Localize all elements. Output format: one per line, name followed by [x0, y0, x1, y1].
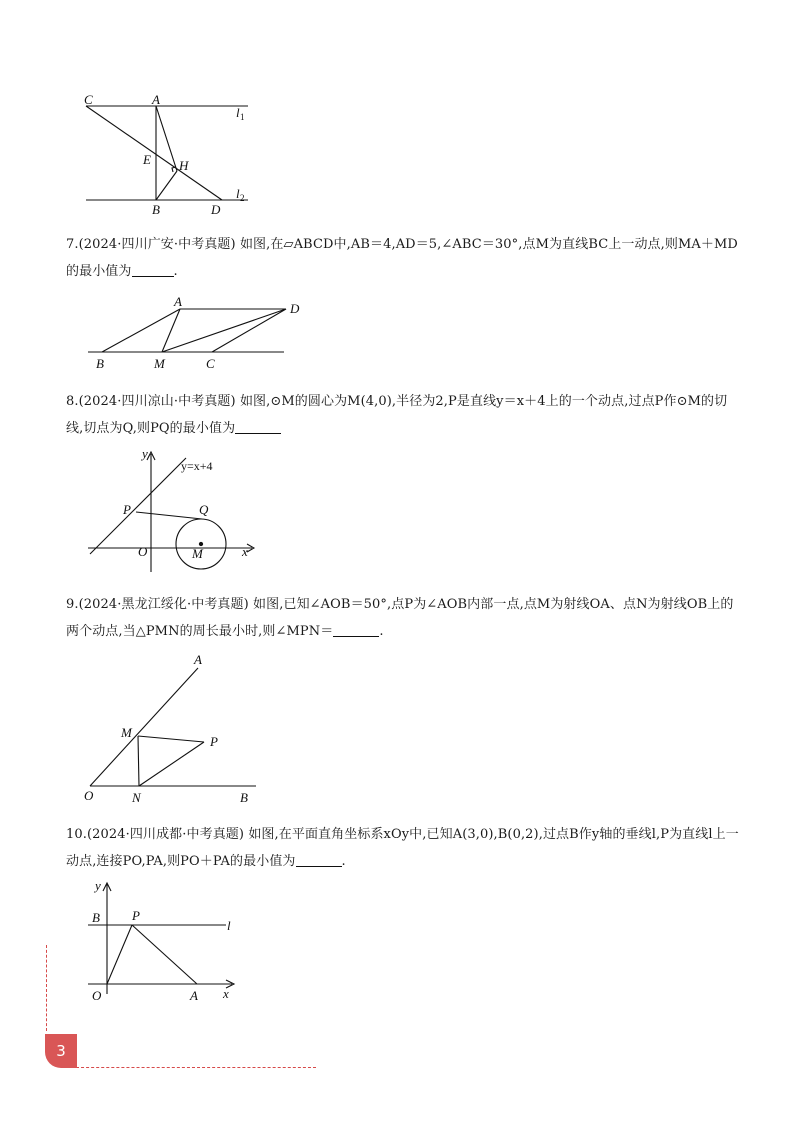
label-l1-sub: 1	[240, 112, 245, 122]
label-A: A	[174, 294, 182, 309]
label-l: l	[227, 918, 231, 933]
question-end: .	[173, 264, 178, 279]
question-text: 如图,在平面直角坐标系xOy中,已知A(3,0),B(0,2),过点B作y轴的垂线l,P为直线l上一动点,连接PO,PA,则PO＋PA的最小值为	[66, 827, 739, 869]
dashed-border-vertical	[46, 945, 47, 1031]
figure-q10	[84, 878, 254, 1006]
label-P: P	[210, 734, 218, 749]
question-source: (2024·黑龙江绥化·中考真题)	[78, 597, 249, 612]
question-8	[66, 388, 742, 442]
figure-q7	[84, 295, 300, 373]
label-l2-sub: 2	[240, 193, 245, 203]
question-number: 9.	[66, 597, 79, 612]
question-10	[66, 821, 742, 875]
question-end: .	[379, 624, 384, 639]
label-P: P	[132, 908, 140, 923]
label-O: O	[84, 788, 94, 803]
figure-q8	[84, 448, 264, 578]
answer-blank	[333, 622, 379, 637]
label-A: A	[194, 652, 202, 667]
question-source: (2024·四川凉山·中考真题)	[78, 394, 236, 409]
label-B: B	[152, 202, 160, 217]
label-M: M	[121, 725, 132, 740]
label-N: N	[132, 790, 141, 805]
question-number: 10.	[66, 827, 87, 842]
label-M: M	[192, 546, 203, 561]
dashed-border-horizontal	[76, 1067, 316, 1068]
question-text: 如图,⊙M的圆心为M(4,0),半径为2,P是直线y＝x＋4上的一个动点,过点P作⊙M的切线,切点为Q,则PQ的最小值为	[66, 394, 728, 436]
axis-y-label: y	[95, 878, 101, 893]
answer-blank	[235, 419, 281, 434]
label-E: E	[143, 152, 151, 167]
line-label: y=x+4	[181, 459, 213, 473]
axis-y-label: y	[142, 446, 148, 461]
page-number-badge: 3	[45, 1034, 77, 1068]
label-A: A	[190, 988, 198, 1003]
answer-blank	[132, 262, 174, 277]
question-source: (2024·四川广安·中考真题)	[78, 237, 236, 252]
label-P: P	[123, 502, 131, 517]
label-l1: l	[236, 105, 240, 120]
question-end: .	[341, 854, 346, 869]
figure-q9	[80, 650, 270, 808]
label-M: M	[154, 356, 165, 371]
label-B: B	[240, 790, 248, 805]
label-O: O	[92, 988, 102, 1003]
label-B: B	[92, 910, 100, 925]
label-Q: Q	[199, 502, 209, 517]
label-l2: l	[236, 186, 240, 201]
label-D: D	[211, 202, 221, 217]
figure-q6	[80, 92, 260, 218]
question-number: 8.	[66, 394, 79, 409]
label-H: H	[179, 158, 189, 173]
question-7	[66, 231, 742, 285]
question-source: (2024·四川成都·中考真题)	[86, 827, 245, 842]
label-A: A	[152, 92, 160, 107]
answer-blank	[296, 852, 342, 867]
label-D: D	[290, 301, 300, 316]
label-B: B	[96, 356, 104, 371]
question-number: 7.	[66, 237, 79, 252]
axis-x-label: x	[223, 986, 229, 1001]
question-text: 如图,在▱ABCD中,AB＝4,AD＝5,∠ABC＝30°,点M为直线BC上一动点,则MA＋MD的最小值为	[66, 237, 738, 279]
label-C: C	[84, 92, 93, 107]
axis-x-label: x	[242, 544, 248, 559]
label-O: O	[138, 544, 148, 559]
question-text: 如图,已知∠AOB＝50°,点P为∠AOB内部一点,点M为射线OA、点N为射线OB上的两个动点,当△PMN的周长最小时,则∠MPN＝	[66, 597, 734, 639]
label-C: C	[206, 356, 215, 371]
question-9	[66, 591, 742, 645]
